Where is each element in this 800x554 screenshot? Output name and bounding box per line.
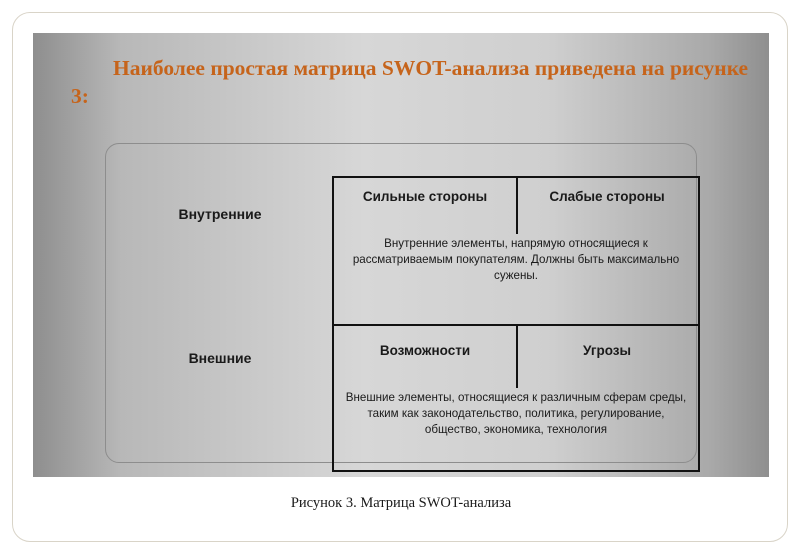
matrix-body-internal: Внутренние элементы, напрямую относящиеся к рассматриваемым покупателям. Должны быть максимально сужены. xyxy=(352,237,680,282)
matrix-header-strengths: Сильные стороны xyxy=(362,189,488,204)
matrix-header-opportunities: Возможности xyxy=(379,343,471,358)
content-panel xyxy=(33,33,769,477)
matrix-body-external: Внешние элементы, относящиеся к различным сферам среды, таким как законодательство, политика, регулирование, общество, экономика, технология xyxy=(345,391,687,436)
side-label-external: Внешние xyxy=(188,350,252,366)
page-title: Наиболее простая матрица SWOT-анализа приведена на рисунке 3: xyxy=(71,56,749,108)
matrix-row-internal xyxy=(334,178,698,326)
matrix-row-external xyxy=(334,326,698,474)
figure-caption: Рисунок 3. Матрица SWOT-анализа xyxy=(290,495,512,511)
matrix-divider-internal xyxy=(516,178,518,234)
matrix-header-row-external xyxy=(334,326,698,382)
matrix-header-threats: Угрозы xyxy=(582,343,632,358)
matrix-header-row-internal xyxy=(334,178,698,234)
swot-matrix xyxy=(332,176,700,472)
figure-container xyxy=(105,143,697,463)
matrix-header-weaknesses: Слабые стороны xyxy=(549,189,665,204)
slide-card xyxy=(12,12,788,542)
side-label-internal: Внутренние xyxy=(178,206,262,222)
